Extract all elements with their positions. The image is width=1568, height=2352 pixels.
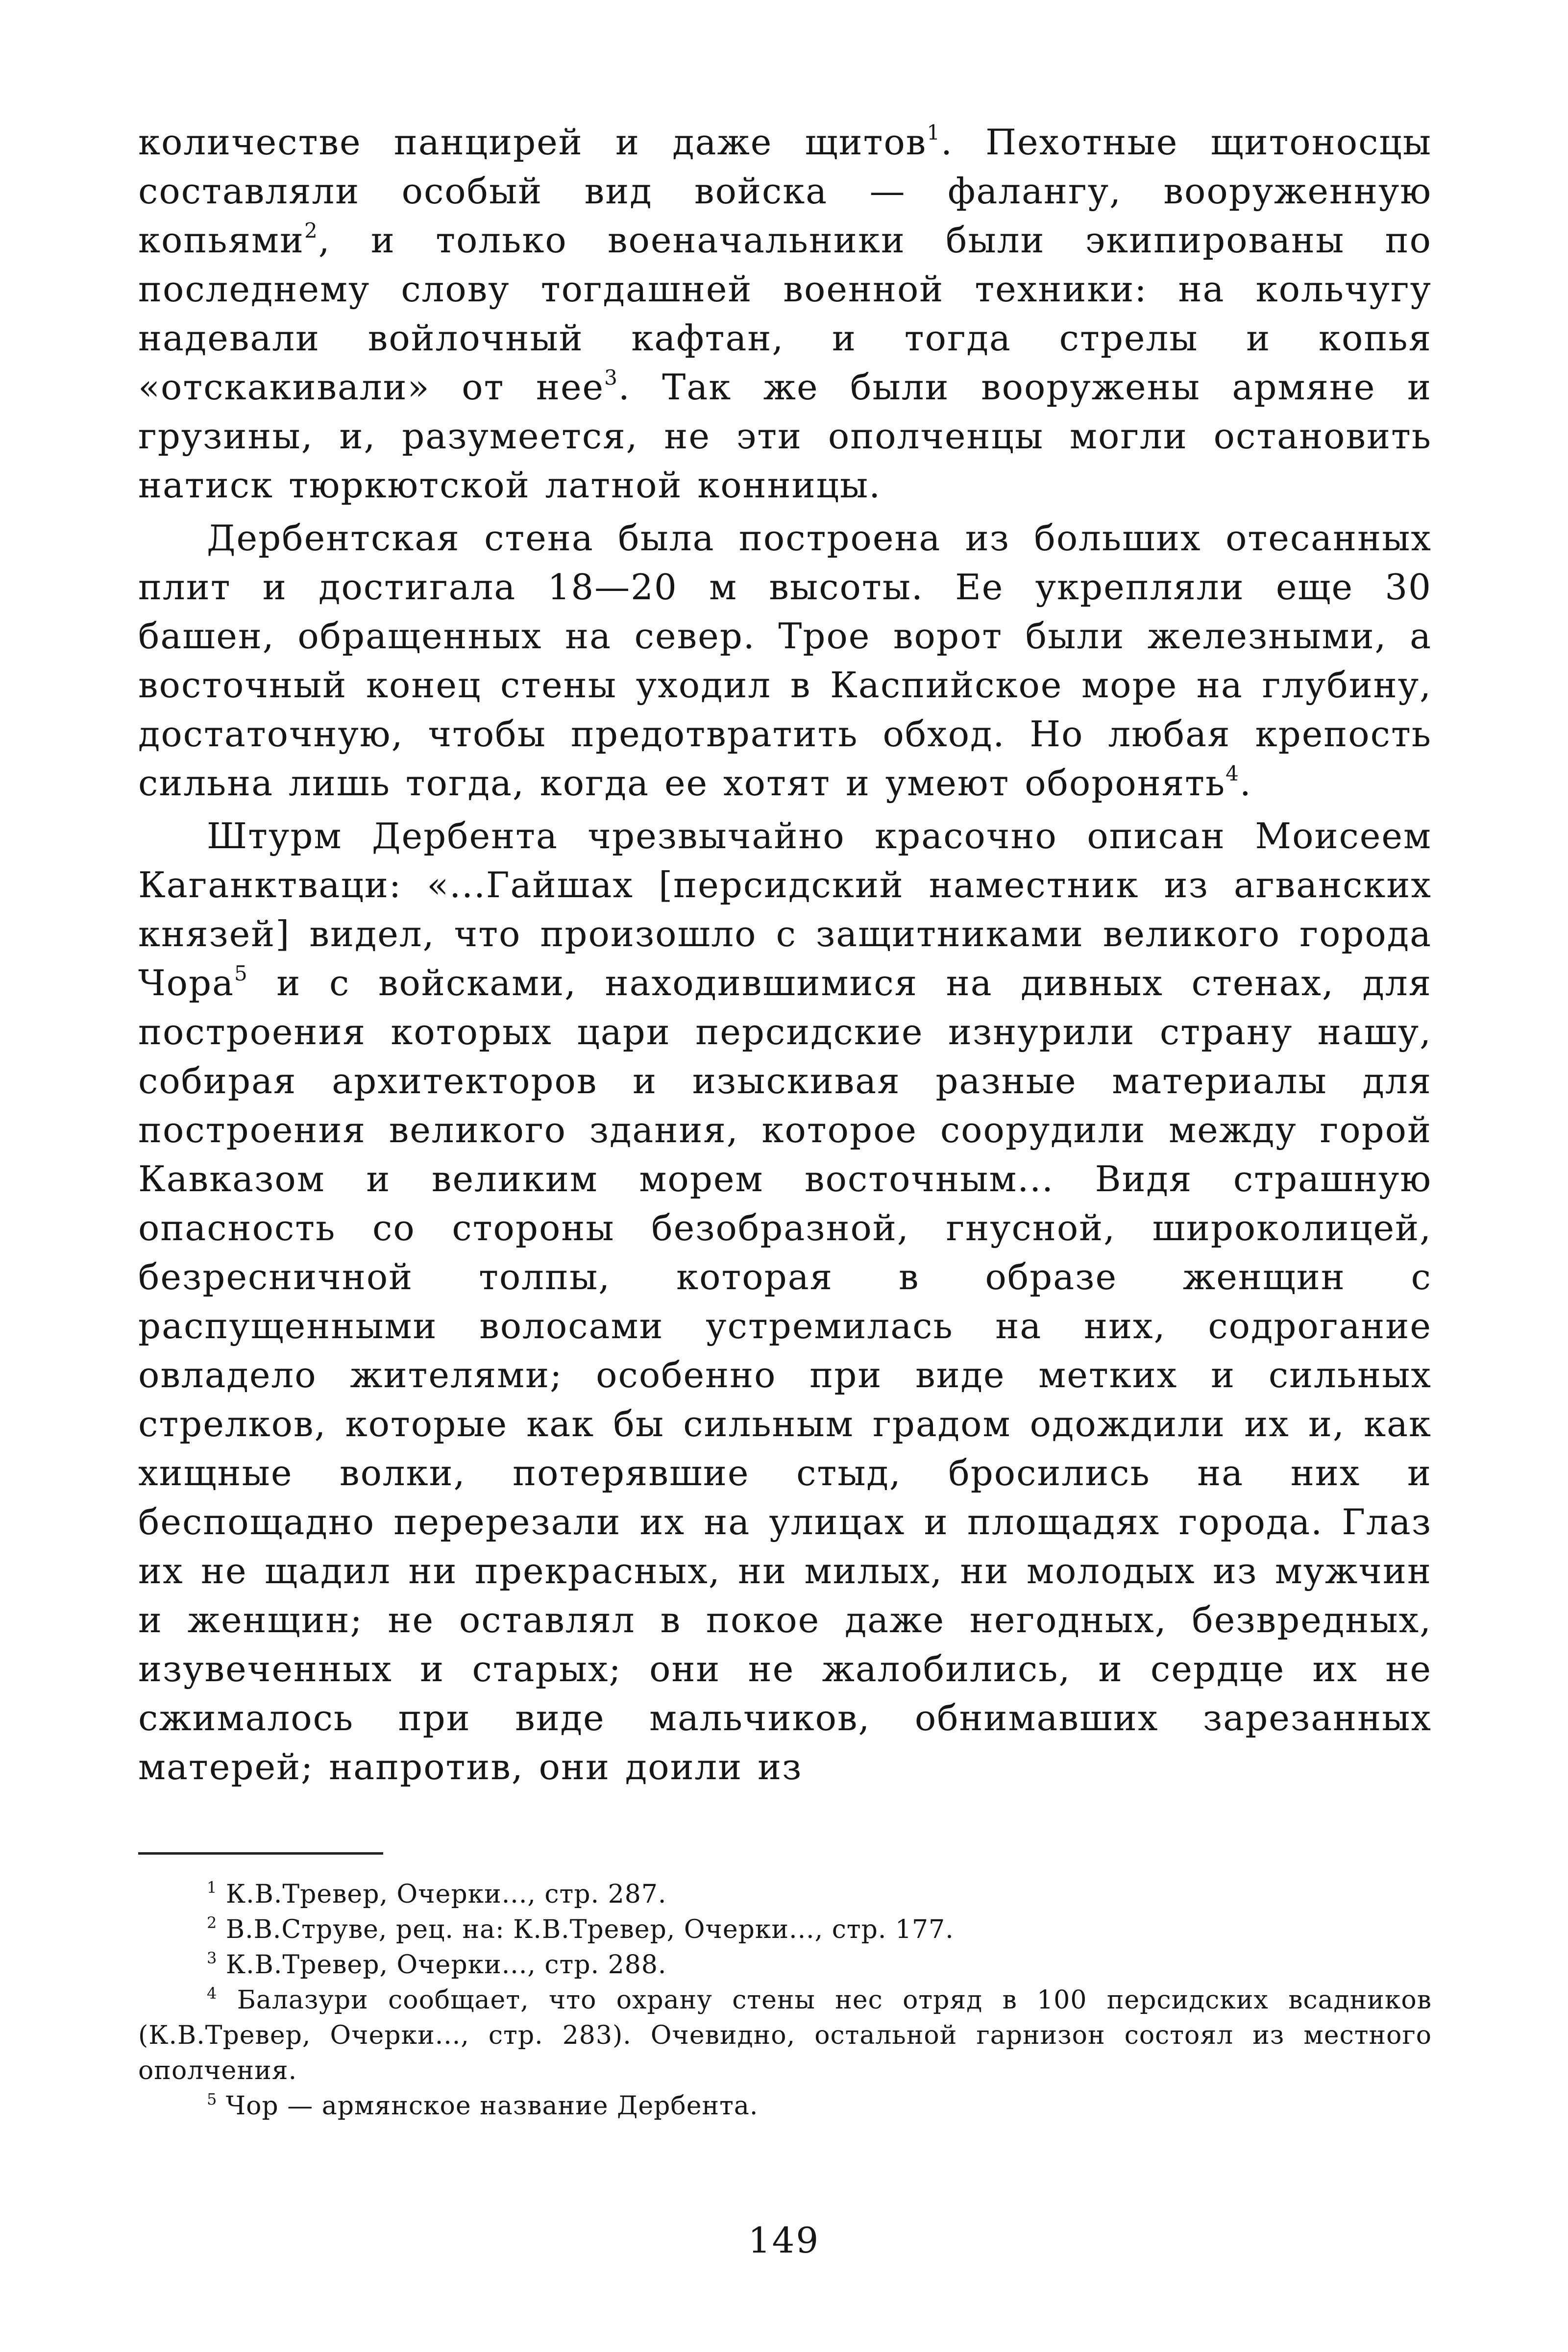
footnote-text: Чор — армянское название Дербента. xyxy=(225,2091,759,2121)
footnote-mark: 4 xyxy=(207,1984,218,2003)
paragraph-1 xyxy=(138,118,1432,510)
text-run: . xyxy=(1239,762,1252,804)
text-run: и с войсками, находившимися на дивных стенах, для построения которых цари персидские изнурили страну нашу, собирая архитекторов и изыскивая разные материалы для построения великого здания, которое соорудили между горой Кавказом и великим морем восточным... Видя страшную опасность со стороны безобразной, гнусной, широколицей, безресничной толпы, которая в образе женщин с распущенными волосами устремилась на них, содрогание овладело жителями; особенно при виде метких и сильных стрелков, которые как бы сильным градом одождили их и, как хищные волки, потерявшие стыд, бросились на них и беспощадно перерезали их на улицах и площадях города. Глаз их не щадил ни прекрасных, ни милых, ни молодых из мужчин и женщин; не оставлял в покое даже негодных, безвредных, изувеченных и старых; они не жалобились, и сердце их не сжималось при виде мальчиков, обнимавших зарезанных матерей; напротив, они доили из xyxy=(138,962,1432,1788)
footnote-mark: 2 xyxy=(207,1913,218,1932)
footnotes xyxy=(138,1877,1432,2124)
footnote-mark: 3 xyxy=(207,1949,218,1967)
paragraph-2 xyxy=(138,514,1432,808)
footnote-ref: 5 xyxy=(234,961,248,985)
footnote-ref: 4 xyxy=(1225,761,1240,785)
footnote-text: Балазури сообщает, что охрану стены нес отряд в 100 персидских всадников (К.В.Тревер, Очерки..., стр. 283). Очевидно, остальной гарнизон состоял из местного ополчения. xyxy=(138,1985,1432,2085)
footnote-ref: 1 xyxy=(927,121,941,145)
footnote-2 xyxy=(138,1912,1432,1947)
footnote-ref: 3 xyxy=(604,366,618,390)
footnote-mark: 1 xyxy=(207,1878,218,1897)
footnote-ref: 2 xyxy=(304,219,318,243)
text-run: . Так же были вооружены армяне и грузины, и, разумеется, не эти ополченцы могли остановить натиск тюркютской латной конницы. xyxy=(138,367,1432,506)
text-run: количестве панцирей и даже щитов xyxy=(138,122,927,163)
footnote-text: К.В.Тревер, Очерки..., стр. 287. xyxy=(225,1880,667,1909)
text-run: . Пехотные щитоносцы составляли особый вид войска — фалангу, вооруженную копьями xyxy=(138,122,1432,261)
footnote-3 xyxy=(138,1947,1432,1983)
footnote-1 xyxy=(138,1877,1432,1912)
text-run: Штурм Дербента чрезвычайно красочно описан Моисеем Каганктваци: «...Гайшах [персидский наместник из агванских князей] видел, что произошло с защитниками великого города Чора xyxy=(138,815,1432,1004)
text-run: , и только военачальники были экипированы по последнему слову тогдашней военной техники: на кольчугу надевали войлочный кафтан, и тогда стрелы и копья «отскакивали» от нее xyxy=(138,220,1432,408)
main-text xyxy=(138,118,1432,1791)
footnote-mark: 5 xyxy=(207,2090,218,2108)
footnote-text: В.В.Струве, рец. на: К.В.Тревер, Очерки..., стр. 177. xyxy=(225,1915,954,1944)
footnote-divider xyxy=(138,1852,383,1855)
footnote-5 xyxy=(138,2088,1432,2124)
footnote-text: К.В.Тревер, Очерки..., стр. 288. xyxy=(225,1950,667,1980)
text-run: Дербентская стена была построена из больших отесанных плит и достигала 18—20 м высоты. Ее укрепляли еще 30 башен, обращенных на север. Трое ворот были железными, а восточный конец стены уходил в Каспийское море на глубину, достаточную, чтобы предотвратить обход. Но любая крепость сильна лишь тогда, когда ее хотят и умеют оборонять xyxy=(138,517,1432,804)
footnote-4 xyxy=(138,1983,1432,2088)
paragraph-3 xyxy=(138,811,1432,1791)
page-number: 149 xyxy=(748,2220,820,2261)
